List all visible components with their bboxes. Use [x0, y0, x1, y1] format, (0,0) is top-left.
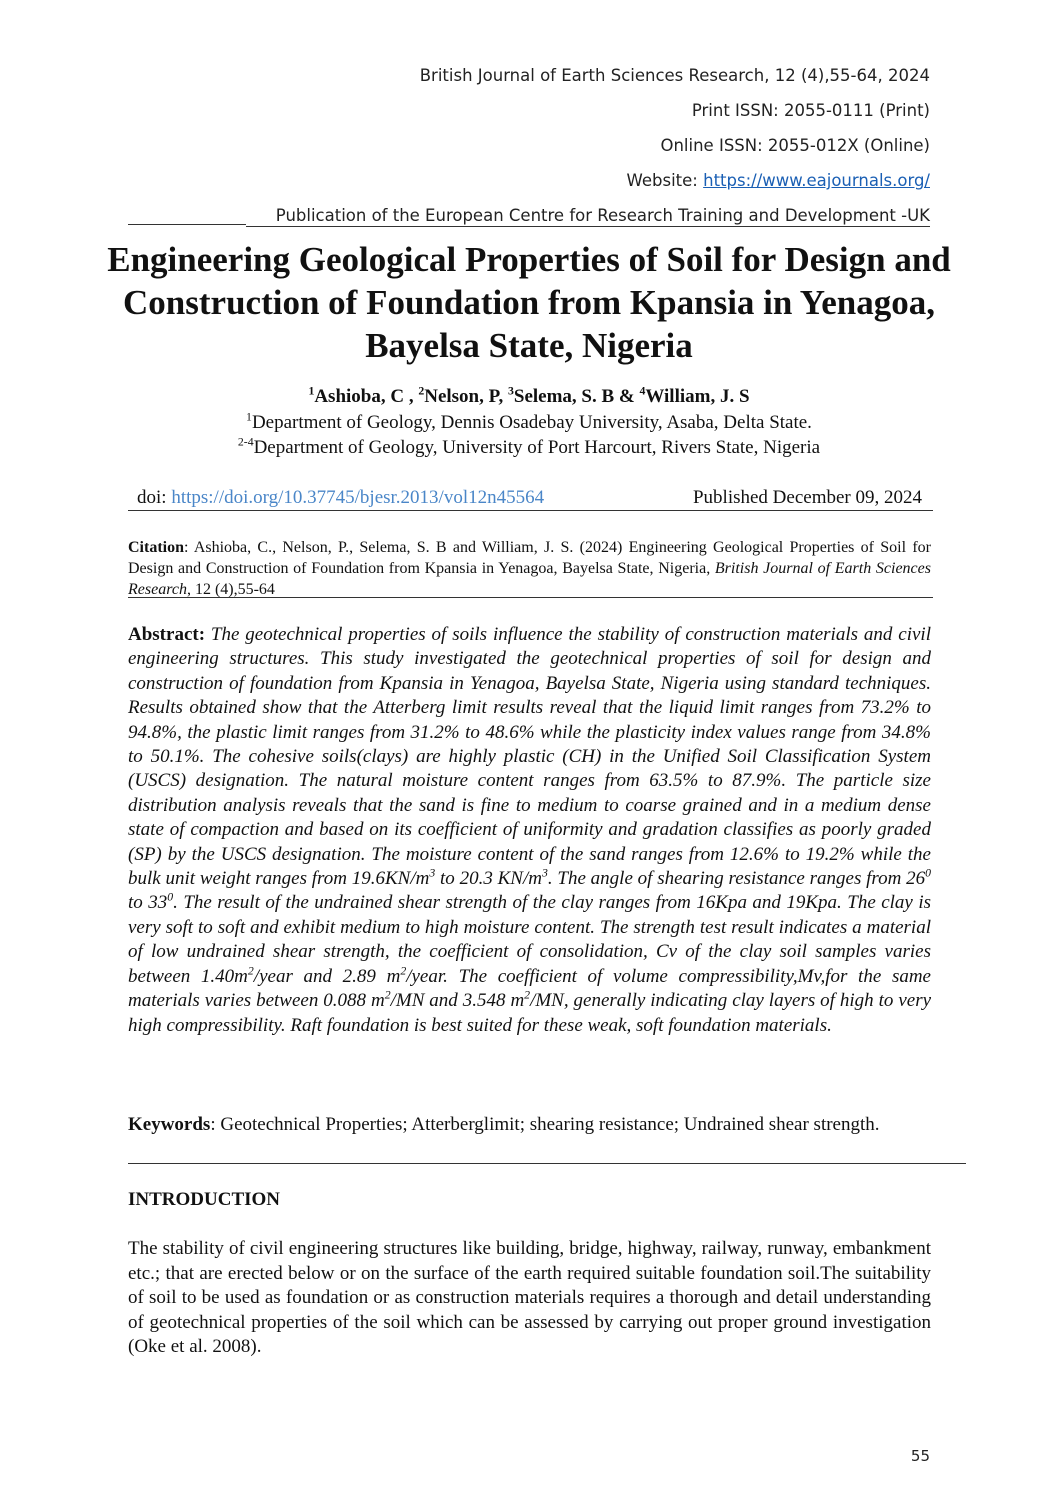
- citation-text: : Ashioba, C., Nelson, P., Selema, S. B and William, J. S. (2024) Engineering Geological Properties of Soil for Design and Construction of Foundation from Kpansia in Yenagoa, Bayelsa State, Nigeria,: [128, 539, 931, 577]
- citation-label: Citation: [128, 539, 184, 556]
- citation-rule: [128, 597, 933, 598]
- keywords-rule: [128, 1163, 966, 1164]
- affiliation-1-sup: 1: [246, 410, 252, 424]
- affiliation-1-text: Department of Geology, Dennis Osadebay University, Asaba, Delta State.: [251, 412, 812, 433]
- affiliation-1: [0, 412, 1058, 434]
- affiliation-2-text: Department of Geology, University of Port Harcourt, Rivers State, Nigeria: [253, 437, 821, 458]
- paper-title: Engineering Geological Properties of Soil for Design and Construction of Foundation from Kpansia in Yenagoa, Bayelsa State, Nigeria: [107, 240, 951, 365]
- author-2: Nelson, P,: [424, 386, 508, 407]
- author-line: [0, 386, 1058, 408]
- introduction-paragraph: The stability of civil engineering structures like building, bridge, highway, railway, runway, embankment etc.; that are erected below or on the surface of the earth required suitable foundation soil.The suitability of soil to be used as foundation or as construction materials requires a thorough and detail understanding of geotechnical properties of the soil which can be assessed by carrying out proper ground investigation (Oke et al. 2008).: [128, 1238, 931, 1357]
- journal-citation-header: British Journal of Earth Sciences Research, 12 (4),55-64, 2024: [419, 66, 930, 85]
- website-line: [627, 171, 930, 190]
- publisher-line: Publication of the European Centre for Research Training and Development -UK: [275, 206, 930, 225]
- citation-block: [128, 537, 931, 600]
- author-4-sup: 4: [639, 384, 646, 398]
- author-1-sup: 1: [308, 384, 315, 398]
- introduction-heading: INTRODUCTION: [128, 1189, 281, 1210]
- citation-tail: , 12 (4),55-64: [186, 581, 275, 598]
- page-number: 55: [910, 1447, 930, 1465]
- author-3: Selema, S. B &: [513, 386, 640, 407]
- header-rule-left: [128, 224, 246, 225]
- keywords-label: Keywords: [128, 1114, 211, 1135]
- abstract-text: The geotechnical properties of soils influence the stability of construction materials and civil engineering structures. This study investigated the geotechnical properties of soil for design and construction of foundation from Kpansia in Yenagoa, Bayelsa State, Nigeria using standard techniques. Results obtained show that the Atterberg limit results reveal that the liquid limit ranges from 73.2% to 94.8%, the plastic limit ranges from 31.2% to 48.6% while the plasticity index values range from 34.8% to 50.1%. The cohesive soils(clays) are highly plastic (CH) in the Unified Soil Classification System (USCS) designation. The natural moisture content ranges from 63.5% to 87.9%. The particle size distribution analysis reveals that the sand is fine to medium to coarse grained and in a medium dense state of compaction and based on its coefficient of uniformity and gradation classifies as poorly graded (SP) by the USCS designation. The moisture content of the sand ranges from 12.6% to 19.2% while the bulk unit weight ranges from $19.6KN/m^3$ to 20.3 $KN/m^3$. The angle of shearing resistance ranges from $26^0$ to $33^0$. The result of the undrained shear strength of the clay ranges from 16Kpa and 19Kpa. The clay is very soft to soft and exhibit medium to high moisture content. The strength test result indicates a material of low undrained shear strength, the coefficient of consolidation, Cv of the clay soil samples varies between $1.40m^2$/year and 2.89 $m^2$/year. The coefficient of volume compressibility,Mv,for the same materials varies between 0.088 $m^2/MN$ and 3.548 $m^2/MN$, generally indicating clay layers of high to very high compressibility. Raft foundation is best suited for these weak, soft foundation materials.: [128, 624, 932, 1036]
- citation-journal: British Journal of Earth Sciences Research: [128, 560, 931, 598]
- author-1: Ashioba, C ,: [314, 386, 419, 407]
- website-link[interactable]: https://www.eajournals.org/: [703, 171, 930, 190]
- keywords-block: [128, 1113, 931, 1137]
- publisher-underline: [246, 226, 930, 227]
- abstract-block: [128, 623, 931, 1038]
- online-issn: Online ISSN: 2055-012X (Online): [660, 136, 930, 155]
- website-label: Website:: [626, 171, 704, 190]
- print-issn: Print ISSN: 2055-0111 (Print): [691, 101, 930, 120]
- doi-link[interactable]: https://doi.org/10.37745/bjesr.2013/vol12n45564: [171, 487, 545, 508]
- doi-rule: [128, 510, 933, 511]
- author-2-sup: 2: [418, 384, 425, 398]
- doi-label: doi:: [137, 487, 172, 508]
- author-4: William, J. S: [645, 386, 750, 407]
- author-3-sup: 3: [507, 384, 514, 398]
- affiliation-2: [0, 437, 1058, 459]
- doi-line: [137, 487, 544, 509]
- affiliation-2-sup: 2-4: [237, 435, 254, 449]
- published-date: Published December 09, 2024: [692, 487, 922, 508]
- abstract-label: Abstract:: [128, 624, 206, 645]
- keywords-text: : Geotechnical Properties; Atterberglimit; shearing resistance; Undrained shear strength.: [210, 1114, 880, 1135]
